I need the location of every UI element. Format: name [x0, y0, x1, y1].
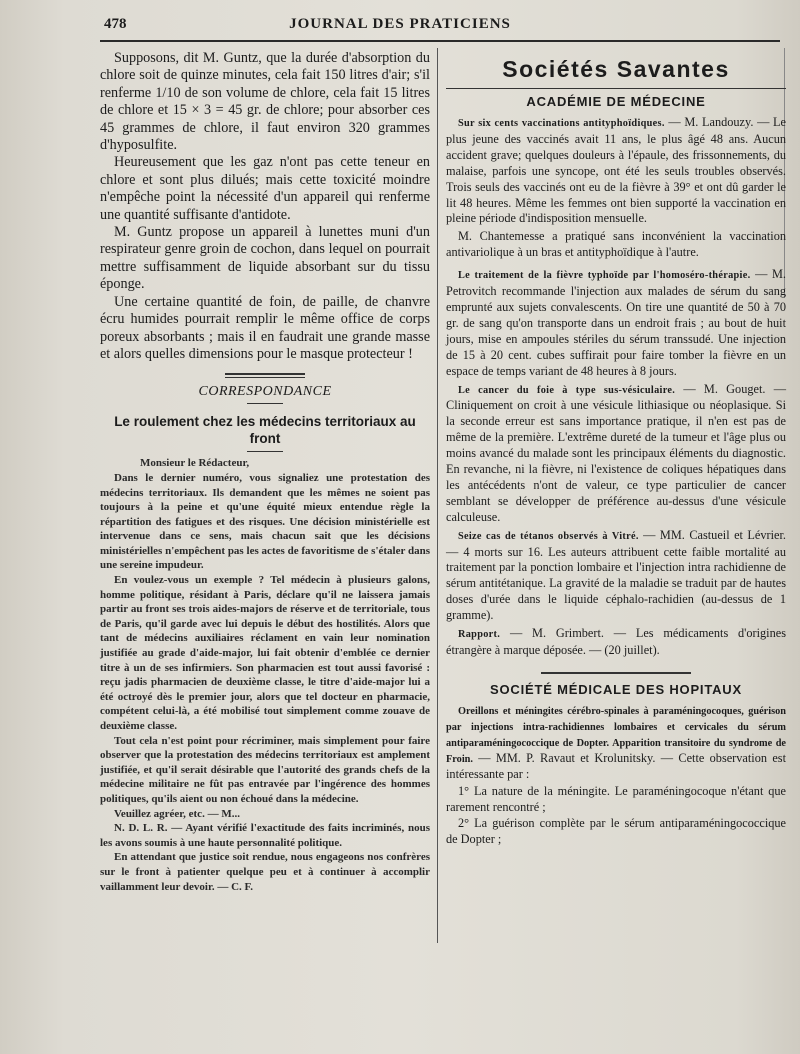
paragraph: M. Guntz propose un appareil à lunettes muni d'un respirateur genre groin de cochon, dans lequel on pourrait mettre suffisamment de liquide absorbant sur du tissu éponge. [100, 224, 430, 293]
academy-heading: ACADÉMIE DE MÉDECINE [526, 94, 706, 109]
divider [247, 403, 283, 404]
paragraph: Dans le dernier numéro, vous signaliez une protestation des médecins territoriaux. Ils demandent que les mêmes ne soient pas toujours à la peine et qu'une équité mieux entendue règle la répartition des fatigues et des risques. Une décision ministérielle est intervenue dans ce sens, mais chacun sait que les décisions ministérielles n'empêchent pas les actes de favoritisme de s'étaler dans une sereine impudeur. [100, 471, 430, 572]
report-item [446, 528, 786, 624]
paragraph: Heureusement que les gaz n'ont pas cette teneur en chlore et sont plus dilués; mais cette toxicité moindre n'empêche point la nécessité d'un appareil qui renferme une quantité suffisante d'antidote. [100, 154, 430, 223]
paragraph: Supposons, dit M. Guntz, que la durée d'absorption du chlore soit de quinze minutes, cela fait 150 litres d'air; s'il renferme 1/10 de son volume de chlore, cela fait 15 litres de chlore et 15 × 3 = 45 gr. de chlore; pour absorber ces 45 grammes de chlore, il faut environ 320 grammes d'hyposulfite. [100, 50, 430, 154]
divider [541, 672, 691, 674]
letter-salutation: Monsieur le Rédacteur, [140, 457, 250, 470]
report-item [446, 229, 786, 261]
report-item [446, 267, 786, 379]
paragraph: Une certaine quantité de foin, de paille, de chanvre écru humides pourrait remplir le même office de corps poreux absorbants ; mais il en faudrait une grande masse et alors quelles dimensions pour le masque protecteur ! [100, 293, 430, 362]
left-column [100, 50, 430, 894]
section-title: Sociétés Savantes [502, 56, 730, 82]
hopitaux-heading: SOCIÉTÉ MÉDICALE DES HOPITAUX [490, 681, 742, 697]
right-column [446, 50, 786, 848]
item-lead: Sur six cents vaccinations antityphoïdiques. [458, 118, 665, 129]
section-ornament [225, 373, 305, 378]
gas-mask-article [100, 50, 430, 363]
item-lead: Le traitement de la fièvre typhoïde par l'homoséro-thérapie. [458, 270, 751, 282]
letter-body [100, 456, 430, 894]
divider [247, 451, 283, 452]
item-text: — M. Gouget. — Cliniquement on croit à une vésicule lithiasique ou néoplasique. Si la seconde erreur est sans importance pratique, il n'en est pas de même de la première. L'extrême dureté de la tumeur et l'âge plus ou moins avancé du malade sont les principaux éléments du diagnostic. En revanche, ni la fièvre, ni l'existence de coliques hépatiques dans les antécédents n'ont de valeur, ce type particulier de cancer semblant se développer de préférence au-dessus d'une vésicule calculeuse. [446, 381, 786, 524]
item-text: — M. Landouzy. — Le plus jeune des vaccinés avait 11 ans, le plus âgé 48 ans. Aucun accident grave; quelques douleurs à l'épaule, des frissonnements, du malaise, parfois une syncope, ont été les seuls troubles observés. Trois seuls des vaccinés ont eu de la fièvre à 39° et ont dû garder le lit 48 heures. Même les femmes ont bien supporté la vaccination en pleine période d'indisposition mensuelle. [446, 115, 786, 226]
report-item [446, 626, 786, 659]
article-title: Le roulement chez les médecins territoriaux au front [114, 414, 416, 447]
paragraph: Tout cela n'est point pour récriminer, mais simplement pour faire observer que la protestation des médecins territoriaux est amplement justifiée, et qu'il serait désirable que l'autorité des grands chefs de la médecine militaire ne fût pas entravée par l'ingérence des hommes politiques, qu'ils aient ou non échoué dans la médecine. [100, 734, 430, 805]
letter-closing: Veuillez agréer, etc. — M... [114, 807, 240, 820]
paragraph: En attendant que justice soit rendue, nous engageons nos confrères sur le front à patienter quelque peu et à continuer à accomplir vaillamment leur devoir. — C. F. [100, 851, 430, 893]
divider [446, 88, 786, 89]
item-text: — M. Petrovitch recommande l'injection aux malades de sérum du sang emprunté aux sujets convalescents. On tire une quantité de 50 à 70 gr. de sang qu'on transporte dans un endroit frais ; au bout de huit jours, mise en ampoules stériles du sérum transsudé. Une injection de 15 à 20 cent. cubes suffirait pour faire tomber la fièvre en un espace de temps variant de 48 heures à 8 jours. [446, 267, 786, 378]
item-text: — M. Grimbert. — Les médicaments d'origines étrangère à marque déposée. — (20 juillet). [446, 626, 786, 657]
paragraph: En voulez-vous un exemple ? Tel médecin à plusieurs galons, homme politique, résidant à Paris, déclare qu'il ne laissera jamais partir au front ses trois aides-majors de réserve et de territoriale, tous de Paris, qu'il garde avec lui depuis le début des hostilités. Alors que tant de médecins auxiliaires réclament en vain leur nomination justifiée au grade d'aide-major, lui fait obtenir d'emblée ce dernier titre à un de ses infirmiers. Son pharmacien est tout aussi favorisé : reçu jadis pharmacien de deuxième classe, le titre d'aide-major lui a été octroyé dès le premier jour, alors que tel docteur en pharmacie, compétent celui-là, a été mobilisé tout simplement comme zouave de deuxième classe. [100, 574, 430, 732]
item-text: M. Chantemesse a pratiqué sans inconvénient la vaccination antivariolique à un bras et antityphoïdique à l'autre. [446, 229, 786, 260]
report-item [446, 115, 786, 227]
item-text: — MM. Castueil et Lévrier. — 4 morts sur 16. Les auteurs attribuent cette faible mortalité au traitement par la ponction lombaire et l'injection intra rachidienne de sérum antitétanique. La gravité de la maladie se traduit par de hautes doses d'urée dans le liquide céphalo-rachidien (au-dessus de 1 gramme). [446, 527, 786, 623]
enumeration-item: 2° La guérison complète par le sérum antiparaméningococcique de Dopter ; [446, 816, 786, 847]
item-lead: Rapport. [458, 629, 501, 641]
page-header [0, 14, 800, 38]
item-lead: Le cancer du foie à type sus-vésiculaire. [458, 384, 676, 396]
editor-note: N. D. L. R. — Ayant vérifié l'exactitude des faits incriminés, nous les avons soumis à une haute personnalité politique. [100, 822, 430, 849]
report-item [446, 703, 786, 783]
header-rule [100, 40, 780, 42]
item-lead: Seize cas de tétanos observés à Vitré. [458, 530, 639, 542]
page-number: 478 [104, 16, 127, 32]
enumeration-item: 1° La nature de la méningite. Le paraméningocoque n'étant que rarement rencontré ; [446, 784, 786, 815]
running-title: JOURNAL DES PRATICIENS [289, 16, 511, 32]
item-lead: Oreillons et méningites cérébro-spinales à paraméningocoques, guérison par injections intra-rachidiennes lombaires et cervicales du sérum antiparaméningococcique de Dopter. Apparition transitoire du syndrome de Froin. [446, 705, 786, 765]
report-item [446, 382, 786, 526]
correspondance-heading: CORRESPONDANCE [198, 384, 332, 400]
column-divider [437, 48, 438, 943]
item-text: — MM. P. Ravaut et Krolunitsky. — Cette observation est intéressante par : [446, 750, 786, 781]
